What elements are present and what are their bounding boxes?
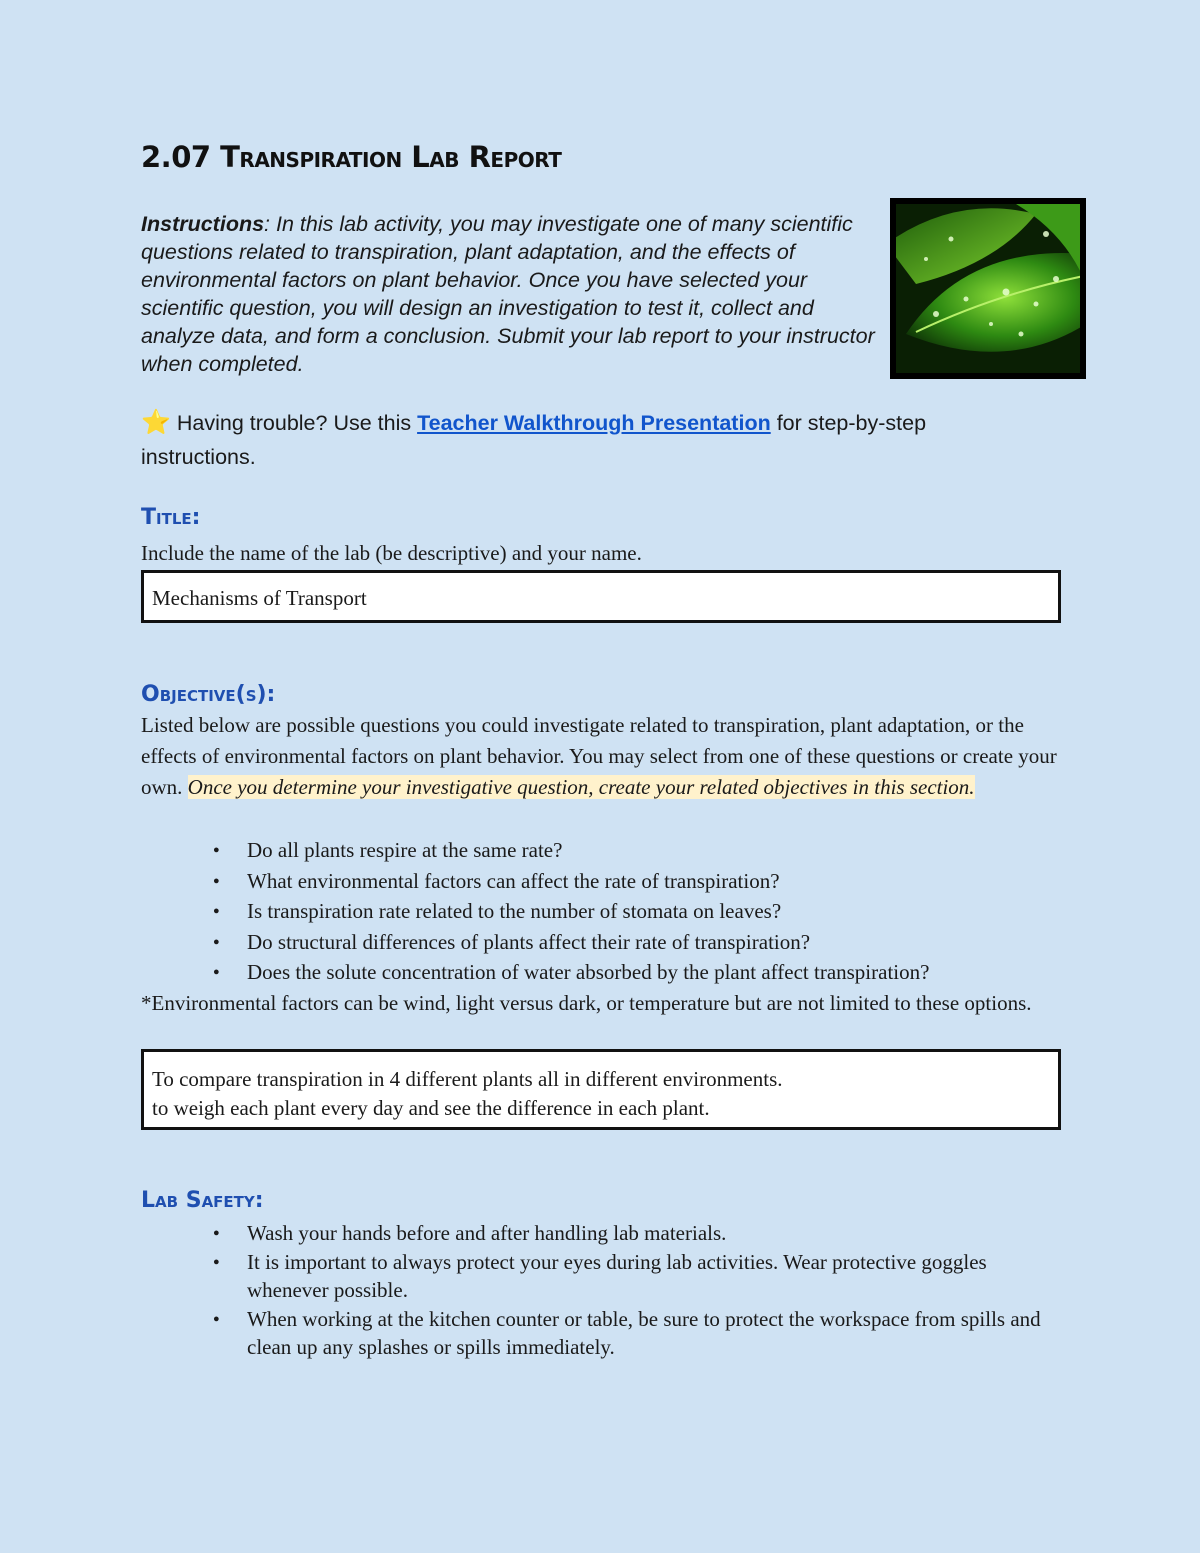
title-prompt: Include the name of the lab (be descriptive) and your name. [141, 541, 642, 565]
environmental-note: *Environmental factors can be wind, light versus dark, or temperature but are not limited to these options. [141, 991, 1032, 1015]
title-answer-field[interactable] [141, 570, 1061, 623]
list-item: ● It is important to always protect your eyes during lab activities. Wear protective goggles whenever possible. [141, 1248, 1061, 1305]
objectives-intro-text: Listed below are possible questions you could investigate related to transpiration, plant adaptation, or the effects of environmental factors on plant behavior. You may select from one of these questions or create your own. [141, 713, 1057, 799]
title-answer-text: Mechanisms of Transport [152, 586, 367, 610]
title-heading: Title: [141, 505, 201, 530]
question-list [141, 835, 1061, 988]
list-item: ● Wash your hands before and after handling lab materials. [141, 1219, 1061, 1248]
objectives-highlight: Once you determine your investigative question, create your related objectives in this section. [187, 775, 975, 799]
list-item: ● Is transpiration rate related to the number of stomata on leaves? [141, 896, 1061, 927]
objectives-answer-line: to weigh each plant every day and see the difference in each plant. [152, 1095, 710, 1120]
safety-list [141, 1219, 1061, 1362]
list-item: ● Do all plants respire at the same rate? [141, 835, 1061, 866]
help-text-before: Having trouble? Use this [176, 411, 418, 435]
star-icon: ⭐ [141, 409, 171, 436]
teacher-walkthrough-link[interactable]: Teacher Walkthrough Presentation [417, 411, 771, 435]
leaf-with-water-drops-icon [896, 204, 1080, 373]
objectives-answer-line: To compare transpiration in 4 different plants all in different environments. [152, 1067, 783, 1091]
objectives-heading: Objective(s): [141, 682, 276, 707]
page-title: 2.07 Transpiration Lab Report [141, 140, 562, 174]
instructions-label: Instructions [141, 212, 265, 236]
help-line [141, 406, 1041, 474]
list-item: ● When working at the kitchen counter or table, be sure to protect the workspace from spills and clean up any splashes or spills immediately. [141, 1305, 1061, 1362]
objectives-intro [141, 710, 1061, 803]
list-item: ● Does the solute concentration of water absorbed by the plant affect transpiration? [141, 957, 1061, 988]
objectives-answer-field[interactable] [141, 1049, 1061, 1130]
instructions-paragraph [141, 210, 886, 378]
list-item: ● Do structural differences of plants affect their rate of transpiration? [141, 927, 1061, 958]
list-item: ● What environmental factors can affect the rate of transpiration? [141, 866, 1061, 897]
help-text-after: for step-by-step instructions. [141, 411, 927, 469]
lab-safety-heading: Lab Safety: [141, 1188, 264, 1213]
leaf-image [890, 198, 1086, 379]
instructions-text: : In this lab activity, you may investigate one of many scientific questions related to transpiration, plant adaptation, and the effects of environmental factors on plant behavior. Once you have selected your scientific question, you will design an investigation to test it, collect and analyze data, and form a conclusion. Submit your lab report to your instructor when completed. [141, 212, 875, 376]
